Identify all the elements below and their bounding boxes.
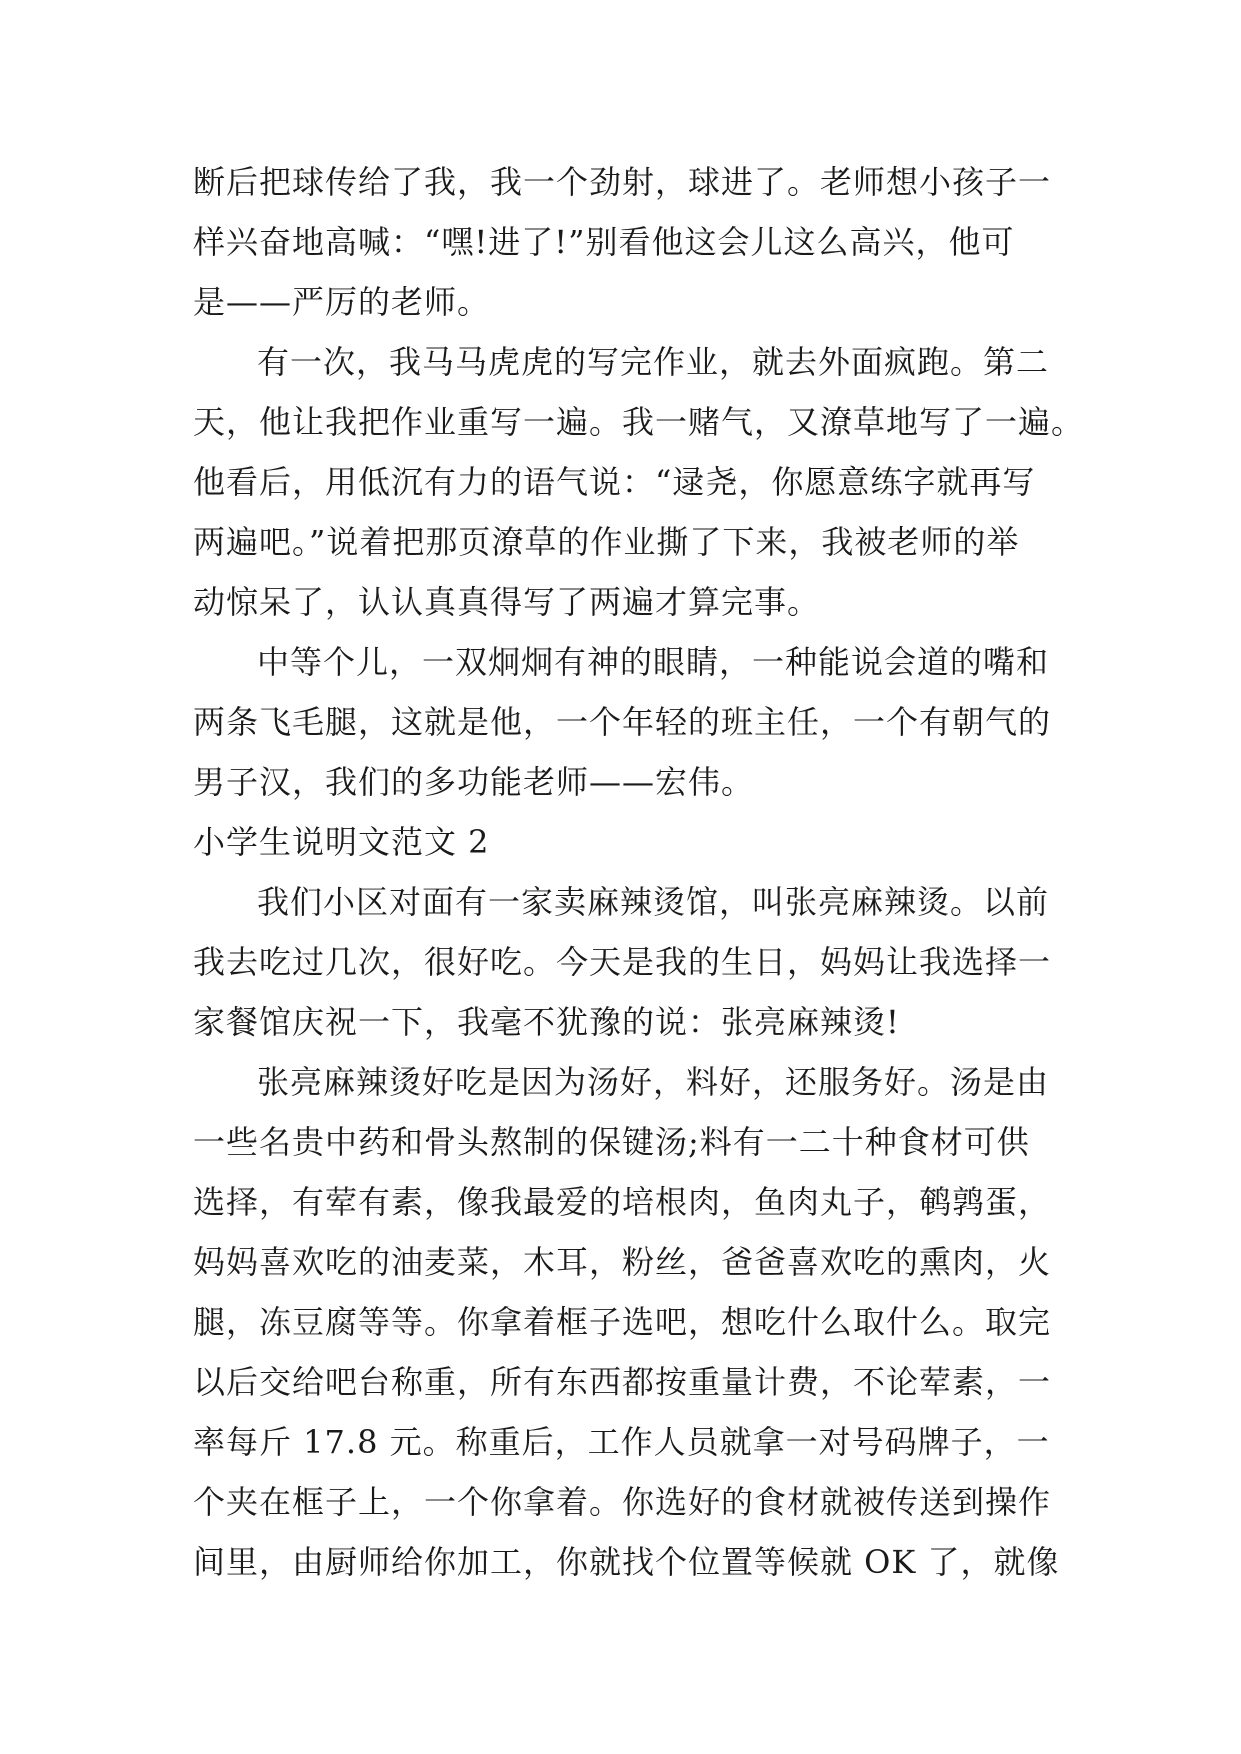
text-line: 个夹在框子上，一个你拿着。你选好的食材就被传送到操作 — [193, 1483, 1052, 1521]
text-line: 断后把球传给了我，我一个劲射，球进了。老师想小孩子一 — [193, 163, 1052, 201]
text-line: 腿，冻豆腐等等。你拿着框子选吧，想吃什么取什么。取完 — [193, 1303, 1052, 1341]
text-line: 动惊呆了，认认真真得写了两遍才算完事。 — [193, 583, 821, 621]
text-line: 以后交给吧台称重，所有东西都按重量计费，不论荤素，一 — [193, 1363, 1052, 1401]
paragraph-first-line: 中等个儿，一双炯炯有神的眼睛，一种能说会道的嘴和 — [257, 643, 1050, 681]
section-heading: 小学生说明文范文 2 — [193, 823, 490, 861]
text-line: 我去吃过几次，很好吃。今天是我的生日，妈妈让我选择一 — [193, 943, 1052, 981]
text-line: 间里，由厨师给你加工，你就找个位置等候就 OK 了，就像 — [193, 1543, 1060, 1581]
paragraph-first-line: 有一次，我马马虎虎的写完作业，就去外面疯跑。第二 — [257, 343, 1050, 381]
text-line: 家餐馆庆祝一下，我毫不犹豫的说：张亮麻辣烫! — [193, 1003, 900, 1041]
text-line: 他看后，用低沉有力的语气说：“逯尧，你愿意练字就再写 — [193, 463, 1036, 501]
text-line: 一些名贵中药和骨头熬制的保键汤;料有一二十种食材可供 — [193, 1123, 1030, 1161]
text-line: 样兴奋地高喊：“嘿!进了!”别看他这会儿这么高兴，他可 — [193, 223, 1015, 261]
paragraph-first-line: 我们小区对面有一家卖麻辣烫馆，叫张亮麻辣烫。以前 — [257, 883, 1050, 921]
paragraph-first-line: 张亮麻辣烫好吃是因为汤好，料好，还服务好。汤是由 — [257, 1063, 1050, 1101]
text-line: 率每斤 17.8 元。称重后，工作人员就拿一对号码牌子，一 — [193, 1423, 1050, 1461]
text-line: 选择，有荤有素，像我最爱的培根肉，鱼肉丸子，鹌鹑蛋， — [193, 1183, 1052, 1221]
text-line: 两条飞毛腿，这就是他，一个年轻的班主任，一个有朝气的 — [193, 703, 1052, 741]
text-line: 天，他让我把作业重写一遍。我一赌气，又潦草地写了一遍。 — [193, 403, 1085, 441]
text-line: 两遍吧。”说着把那页潦草的作业撕了下来，我被老师的举 — [193, 523, 1020, 561]
text-line: 妈妈喜欢吃的油麦菜，木耳，粉丝，爸爸喜欢吃的熏肉，火 — [193, 1243, 1052, 1281]
text-line: 是——严厉的老师。 — [193, 283, 491, 321]
text-line: 男子汉，我们的多功能老师——宏伟。 — [193, 763, 755, 801]
document-body — [193, 152, 1085, 1592]
